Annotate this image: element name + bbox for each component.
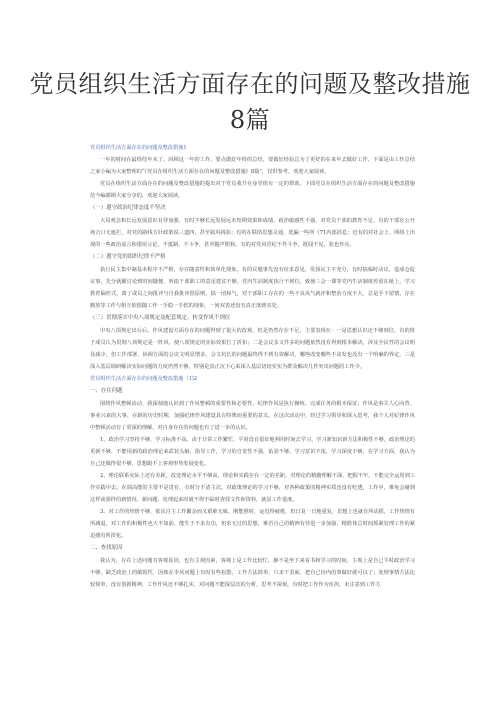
section-heading: 一、存在问题 [90, 388, 123, 394]
body-paragraph: 党员在组织生活方面存在的问题及整改措施的提出对于党员我升在身党组有一定的帮助。下面党员在组织生活方面存在的问题及整改措施范今编都期大家分享的，欢迎大家阅读。 [90, 181, 415, 199]
body-paragraph: 2、理论联系实际上还有差距，改变理论水平不够高，理论和实践存在一定的差距，对理论的精髓理解不深，把握不牢，不能完全运用到工作实践中去。在调高能的主要不是贯有，有时分不清主次，对政策理论的学习不够，对各种政策的精神实质还没有吃透，工作中，难免会碰到这样或那样的新情况、新问题，处理起来时就不得不临时查找文件和资料，就显工作进度。 [90, 473, 415, 503]
body-paragraph: 围绕作风整顿活动，我深刻地认识到了作风整顿的重要性和必要性，纪律作风是执行操练、完成任务的根本保证；作风是事关人心向背、事业兴衰的大事。在新的历史时期，加强纪律作风建设具有特殊而重要的意义。在这次活动中，经过学习领导和深入思考，我个人对纪律作风中整顿活动有了更深的理解，对自身存在的问题也有了进一步的认识。 [90, 401, 415, 431]
document-body [90, 142, 415, 591]
section-link[interactable]: 党员组织生活方面存在的问题及整改措施1 [90, 145, 187, 151]
section-heading: 二、查找原因 [90, 545, 123, 551]
section-heading: （二）遵守党的组织纪律不严格 [90, 254, 166, 260]
section-heading: （三）贯彻落实中央八项规定及配套规定、转变作风不到位 [90, 315, 231, 321]
body-paragraph: 大局观念和长远发展意识有待加强，有时不够长远发展远未短期效果和成绩，政治敏感性不强，对党员干部的教育不足，有的干部在公开场合口无遮拦，对党的路线方针政策说三道四，甚至搞风挑影；有的在联络思想灵通，选漏一些所《71内部消息；近有的对社会上、网络上出现的一些政治谣言和错误言论，不抵制、不斗争，甚至随声附和。有的对党风党纪不作斗争，既闻不见，装也作亮。 [90, 218, 415, 248]
body-paragraph: 中央八项规定出台后，作风建设方面存在的问题得到了很大的改观，但是仍然存在不足，主要表现在：一是思想认识还不够到位，有的班子成员认为贯彻八项规定是一阵风，使八项规定的实际效果打了折扣；二是会议多文件多的问题依然没有得到根本解决，涉及全民性的会议明显减少，但工作部署、协调方面的会议文明显增多，会文坑长的问题最终得不到有效解决，哪些改变哪些不该发也没有一个明确的界定。三是深入基层调研解决实际问题的力度仍然不够，特别是真正沉下心来深入基层切切实实为群众解决几件突出问题的工作少。 [90, 328, 415, 370]
body-paragraph: 3、对工作的热情不够，依民自主工作繁杂而又艰难无味，刚能胜时，运觉得疲倦，但日复一日地重复，思想上也就有所动摇，工作热情有所减退，对工作的积极性也大不如前，能生于不求有功，但求无过的思想，难否自己的精神有待进一步加强，精胜体总时间抓紧处理工作的紧迫感有所淡化。 [90, 509, 415, 539]
document-title: 党员组织生活方面存在的问题及整改措施 [29, 70, 471, 98]
document-title-count: 8篇 [229, 106, 271, 134]
section-heading: （一）遵守政治纪律态度不坚决 [90, 205, 166, 211]
body-paragraph: 执行民主集中制基本程序不严格，存在随意性和简单化现象。有的议题事先没有征求意见，发扬民主不充分，有时搞临时动议。造成仓促议事，先分就酿讨论到时间随便，听取干部职工的意见建议不够。党内生活制度执行不到位，致使三会一课等党内生活制度停留在纸上，学习教育偏形式，离了或员之间批评与自我批评很原则，搞一团和气，对干部职工存在的一些不良风气就评和整治力度不大，总是手下留情，存在搬放等工作与相互依俱随工作一手稳一手软的现象，一间双表还没有真正落到实处。 [90, 267, 415, 309]
body-paragraph: 1、政治学习坚持不够，学习标准不高。由于日常工作繁忙，平时没有很好地利用时间去学习，学习新知识新方法积极性不够，政治理论的更新不够，不能用新的政治理论来武装头脑，指导工作，学习的自觉性不强，钻劲不够，学习意识不浓，学习深度不够，在学习方面，我认为自己还做得很不够，思想跟不上客观形势发展变化。 [90, 437, 415, 467]
section-link[interactable]: 党员组织生活方面存在的问题及整改措施（1)2 [90, 376, 198, 382]
body-paragraph: 一年的时间在最终结年末了，回顾这一年的工作，要点做好年终的总结，要做好经验总为了更好的在来年去做好工作。下面是由工作总结之家小编为大家整理的“《党员在组织生活方面存在的问题及整改措施》8篇”，仅供参考，欢迎大家阅读。 [90, 157, 415, 175]
body-paragraph: 我认为，存在上述问题有客观原因，也有主观因素，客观上是工作比较忙，静不是坐下来看书和学习的时间，主观上是自己平时政治学习不够，缺乏政治上的敏锐性，因致在李风问题上有时有些松散，工作方法简单，只求干表面，把自己份内的事做好就可以了；处理事情方法比较简单，没有创新精神，工作作风还不够扎实，对问题不能深层次的分析，思考不深刻，有时把工作作为负担，未注意到工作方 [90, 558, 415, 588]
